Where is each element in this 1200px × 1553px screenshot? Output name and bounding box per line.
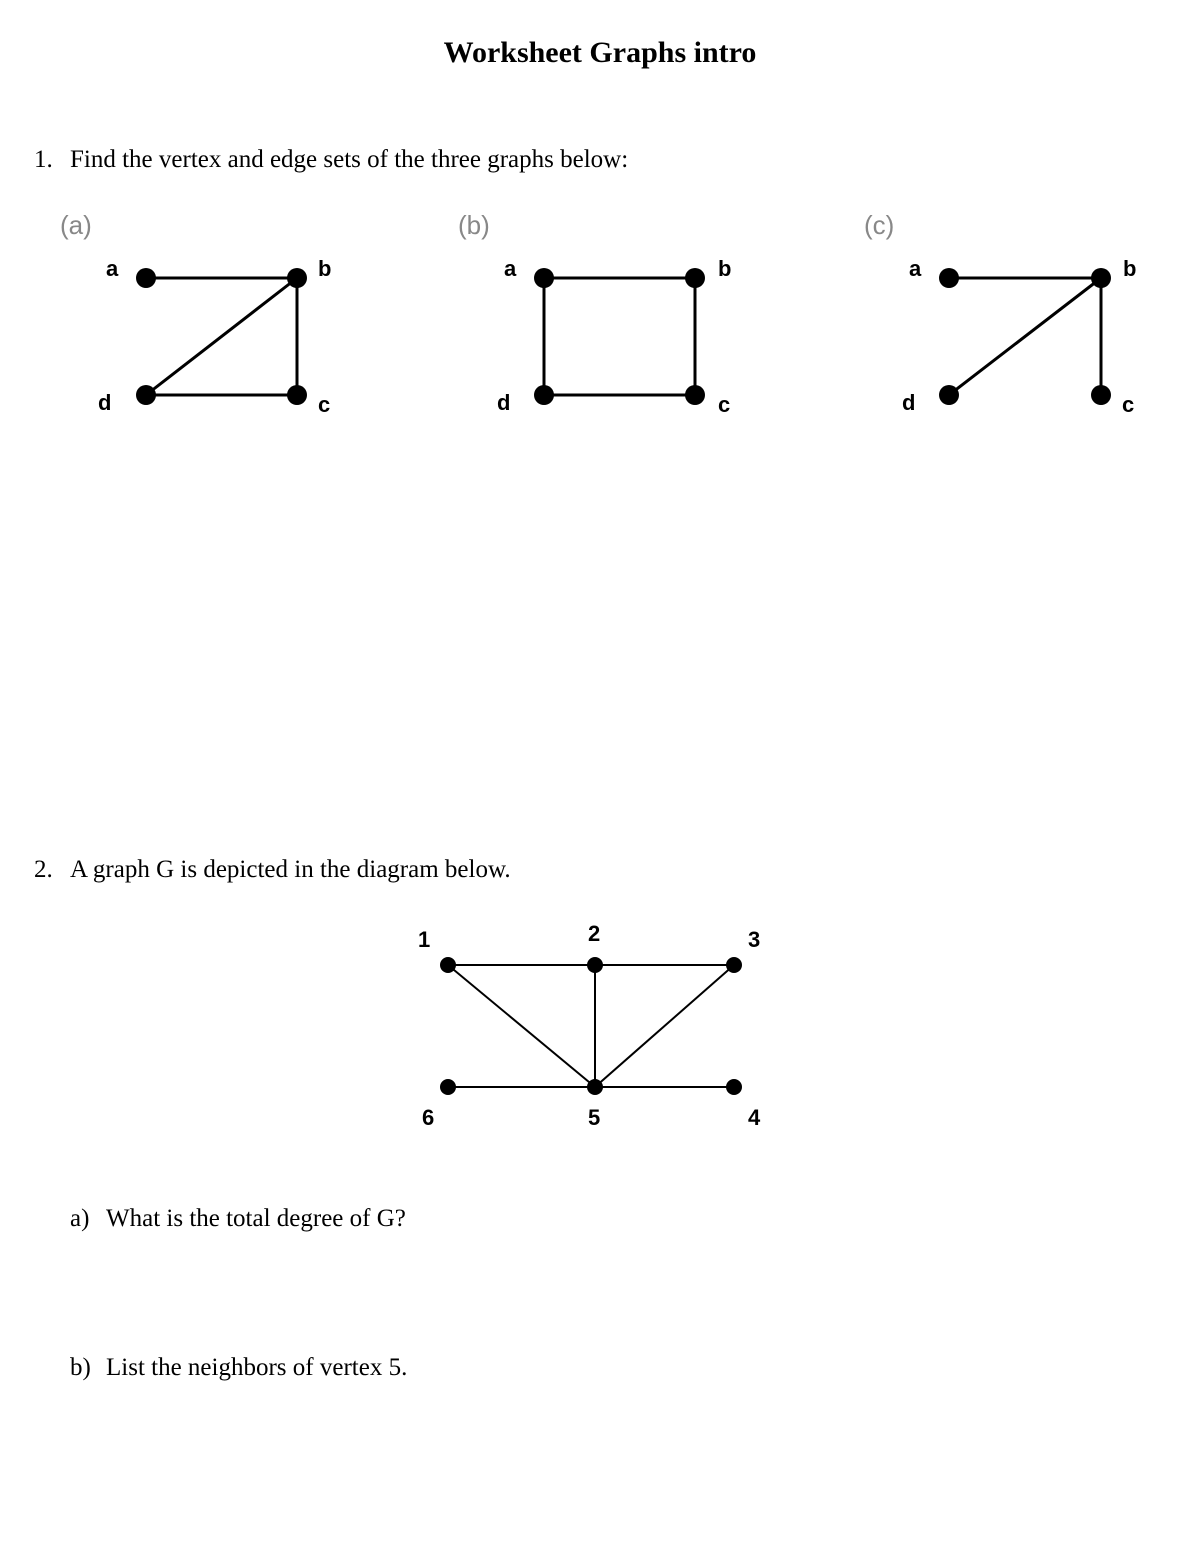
graph-c-vertex-b xyxy=(1091,268,1111,288)
graph-c-label-a: a xyxy=(909,256,922,281)
question-1-number: 1. xyxy=(34,146,53,173)
graph-a-label-b: b xyxy=(318,256,332,281)
graph-g-vertex-6 xyxy=(440,1079,456,1095)
graph-a-vertex-c xyxy=(287,385,307,405)
graph-c-edge-bd xyxy=(949,278,1101,395)
graph-b-vertex-b xyxy=(685,268,705,288)
question-1 xyxy=(34,146,628,174)
graph-g xyxy=(400,915,800,1135)
graph-a-vertex-a xyxy=(136,268,156,288)
graph-g-label-2: 2 xyxy=(588,921,601,946)
graph-g-vertex-1 xyxy=(440,957,456,973)
q1-graphs xyxy=(0,200,1200,430)
graph-g-label-3: 3 xyxy=(748,927,761,952)
graph-a-vertex-b xyxy=(287,268,307,288)
graph-a xyxy=(60,210,331,417)
graph-a-vertex-d xyxy=(136,385,156,405)
graph-g-vertex-4 xyxy=(726,1079,742,1095)
graph-g-vertex-5 xyxy=(587,1079,603,1095)
question-2-number: 2. xyxy=(34,856,53,883)
graph-b-label-c: c xyxy=(718,392,731,417)
graph-g-label-6: 6 xyxy=(422,1105,435,1130)
graph-b-vertex-a xyxy=(534,268,554,288)
graph-c xyxy=(864,210,1136,417)
question-2a-text: What is the total degree of G? xyxy=(106,1205,406,1232)
graph-c-label-b: b xyxy=(1123,256,1137,281)
graph-b-label-a: a xyxy=(504,256,517,281)
graph-b-vertex-d xyxy=(534,385,554,405)
question-2 xyxy=(34,856,511,884)
graph-a-label-d: d xyxy=(98,390,112,415)
graph-g-label-1: 1 xyxy=(418,927,431,952)
graph-b xyxy=(458,210,731,417)
graph-g-label-4: 4 xyxy=(748,1105,761,1130)
graph-g-edge-1-5 xyxy=(448,965,595,1087)
question-2-text: A graph G is depicted in the diagram below. xyxy=(70,856,511,883)
graph-c-vertex-c xyxy=(1091,385,1111,405)
graph-b-label-b: b xyxy=(718,256,732,281)
graph-b-label-d: d xyxy=(497,390,511,415)
graph-a-label-c: c xyxy=(318,392,331,417)
graph-g-vertex-2 xyxy=(587,957,603,973)
graph-a-label: (a) xyxy=(60,210,92,240)
worksheet-title: Worksheet Graphs intro xyxy=(443,36,757,69)
graph-g-label-5: 5 xyxy=(588,1105,601,1130)
graph-g-vertex-3 xyxy=(726,957,742,973)
graph-b-vertex-c xyxy=(685,385,705,405)
question-2a-label: a) xyxy=(70,1205,90,1232)
graph-c-vertex-d xyxy=(939,385,959,405)
question-1-text: Find the vertex and edge sets of the three graphs below: xyxy=(70,146,629,173)
question-2b-label: b) xyxy=(70,1354,91,1381)
question-2b-text: List the neighbors of vertex 5. xyxy=(106,1354,408,1381)
question-2a xyxy=(70,1205,406,1233)
graph-a-edge-bd xyxy=(146,278,297,395)
graph-b-label: (b) xyxy=(458,210,490,240)
graph-c-vertex-a xyxy=(939,268,959,288)
graph-a-label-a: a xyxy=(106,256,119,281)
graph-c-label-d: d xyxy=(902,390,916,415)
graph-c-label-c: c xyxy=(1122,392,1135,417)
graph-g-edge-3-5 xyxy=(595,965,734,1087)
graph-c-label: (c) xyxy=(864,210,895,240)
question-2b xyxy=(70,1354,407,1382)
